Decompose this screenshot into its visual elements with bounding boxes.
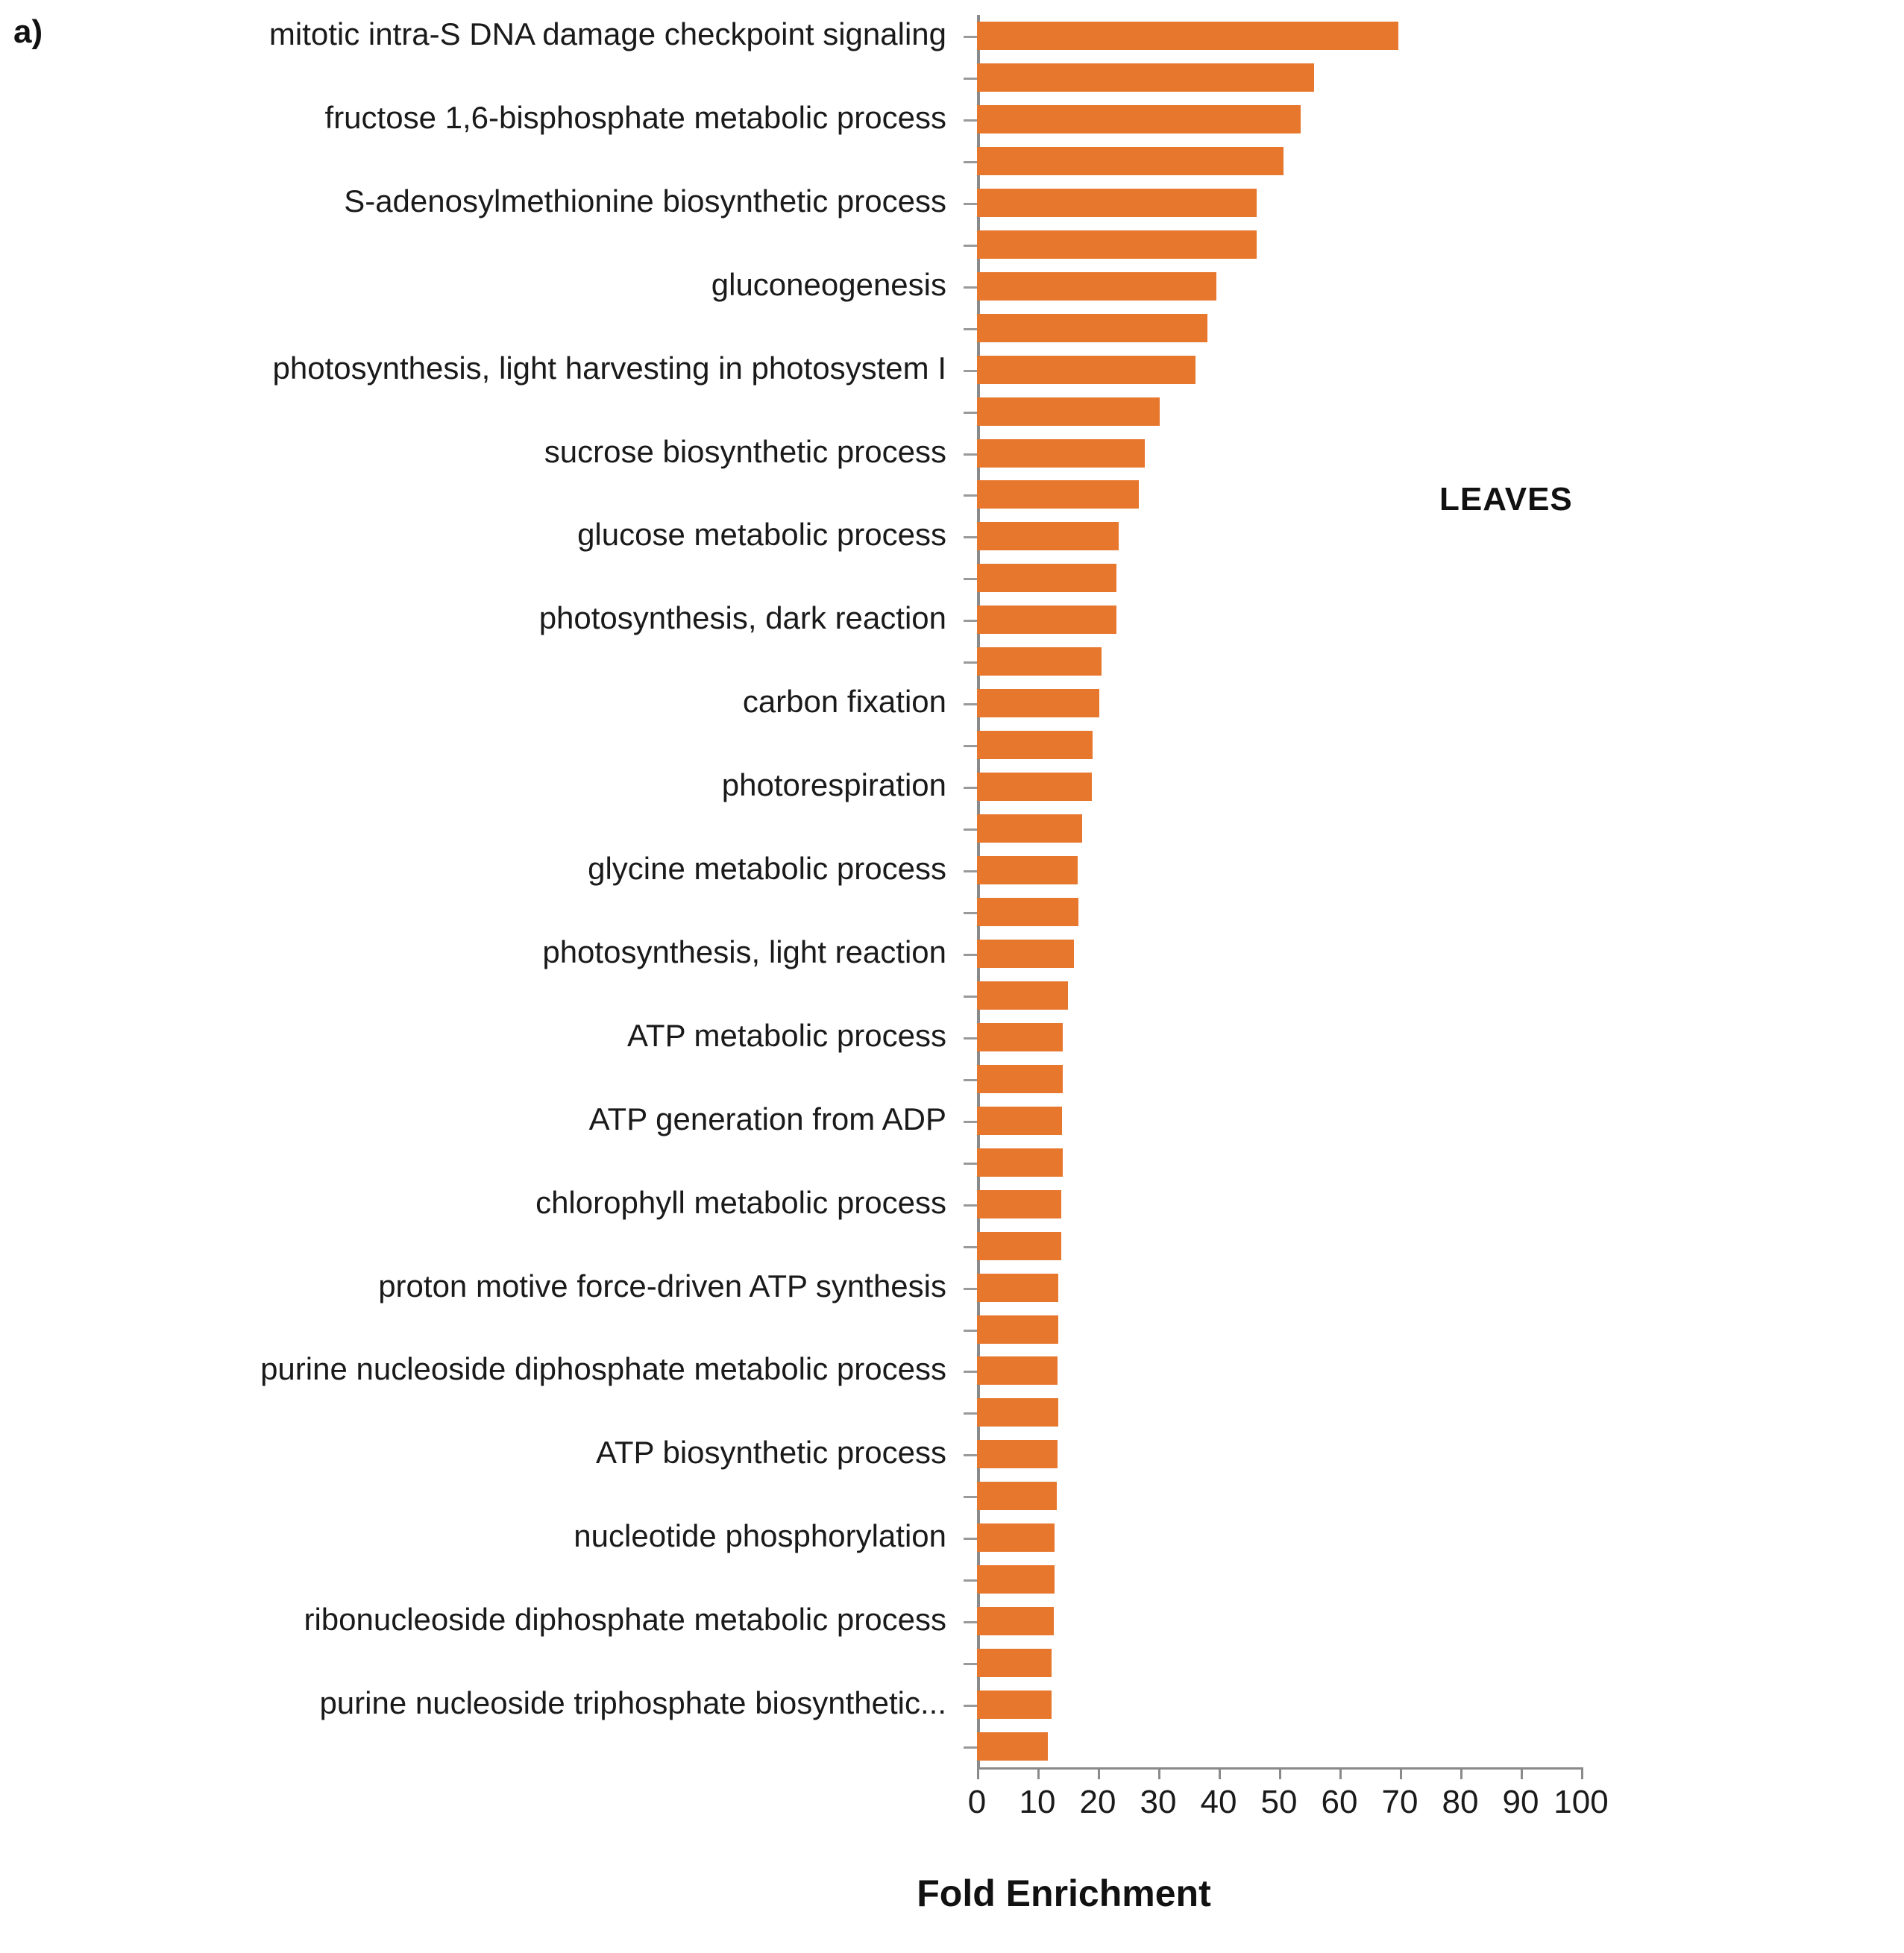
- y-axis-tick: [964, 828, 977, 831]
- bar-fill: [977, 856, 1078, 884]
- x-axis-tick-label: 50: [1260, 1784, 1298, 1820]
- bar: [977, 606, 1116, 634]
- bar-fill: [977, 522, 1119, 550]
- category-label: fructose 1,6-bisphosphate metabolic process: [324, 99, 946, 135]
- category-label: carbon fixation: [742, 684, 946, 720]
- y-axis-tick: [964, 578, 977, 580]
- bar-fill: [977, 1607, 1054, 1635]
- x-axis-tick: [1158, 1767, 1160, 1779]
- x-axis-tick-label: 80: [1442, 1784, 1479, 1820]
- bar: [977, 564, 1116, 592]
- bar-fill: [977, 564, 1116, 592]
- y-axis-tick: [964, 1579, 977, 1582]
- series-annotation: LEAVES: [1439, 481, 1573, 518]
- x-axis-tick: [1521, 1767, 1523, 1779]
- bar-fill: [977, 105, 1301, 133]
- y-axis-tick: [964, 1538, 977, 1540]
- bar-fill: [977, 1148, 1063, 1177]
- y-axis-tick: [964, 954, 977, 956]
- bar-fill: [977, 940, 1074, 968]
- bar: [977, 1649, 1052, 1677]
- bar-fill: [977, 1023, 1063, 1051]
- y-axis-tick: [964, 370, 977, 372]
- bar-fill: [977, 314, 1207, 342]
- category-label: photosynthesis, light reaction: [542, 934, 946, 969]
- bar: [977, 22, 1398, 50]
- bar: [977, 356, 1196, 384]
- y-axis-tick: [964, 494, 977, 497]
- bar-fill: [977, 480, 1139, 509]
- y-axis-tick: [964, 1163, 977, 1165]
- y-axis-tick: [964, 453, 977, 456]
- bar: [977, 856, 1078, 884]
- x-axis-tick: [1460, 1767, 1462, 1779]
- y-axis-tick: [964, 912, 977, 914]
- bar-fill: [977, 1107, 1062, 1135]
- bar-fill: [977, 63, 1314, 92]
- x-axis-tick-label: 70: [1381, 1784, 1418, 1820]
- x-axis-tick-label: 90: [1502, 1784, 1539, 1820]
- category-label: photosynthesis, dark reaction: [538, 600, 946, 636]
- bar-fill: [977, 230, 1257, 259]
- bar: [977, 1565, 1055, 1594]
- bar: [977, 1107, 1062, 1135]
- bar: [977, 189, 1257, 217]
- bar: [977, 1274, 1058, 1302]
- y-axis-tick: [964, 1121, 977, 1123]
- bar: [977, 105, 1301, 133]
- bar-fill: [977, 1315, 1058, 1344]
- y-axis-tick: [964, 36, 977, 38]
- bar: [977, 1356, 1058, 1385]
- x-axis-tick-label: 0: [967, 1784, 987, 1820]
- y-axis-tick: [964, 245, 977, 247]
- y-axis-tick: [964, 661, 977, 664]
- bar-fill: [977, 1649, 1052, 1677]
- bar: [977, 1607, 1054, 1635]
- category-label: gluconeogenesis: [711, 266, 946, 302]
- bar-fill: [977, 356, 1196, 384]
- category-label: ATP biosynthetic process: [596, 1435, 946, 1471]
- bar: [977, 1523, 1055, 1552]
- x-axis-tick-label: 10: [1019, 1784, 1056, 1820]
- bar: [977, 1732, 1048, 1761]
- y-axis-tick: [964, 412, 977, 414]
- x-axis-title: [0, 1872, 1904, 1915]
- category-label: photosynthesis, light harvesting in photosystem I: [272, 350, 946, 386]
- x-axis-title-text: Fold Enrichment: [917, 1872, 1211, 1914]
- bar-fill: [977, 773, 1092, 801]
- y-axis-tick: [964, 203, 977, 205]
- x-axis-tick: [1037, 1767, 1040, 1779]
- y-axis-tick: [964, 1746, 977, 1749]
- x-axis-tick-label: 40: [1200, 1784, 1237, 1820]
- category-label: sucrose biosynthetic process: [544, 433, 946, 469]
- x-axis-tick-label: 100: [1553, 1784, 1609, 1820]
- bar-fill: [977, 689, 1099, 717]
- bar: [977, 1190, 1061, 1218]
- y-axis-tick: [964, 1412, 977, 1415]
- category-label: mitotic intra-S DNA damage checkpoint signaling: [268, 16, 946, 51]
- y-axis-tick: [964, 1246, 977, 1248]
- category-label: ATP metabolic process: [627, 1017, 946, 1053]
- category-label: chlorophyll metabolic process: [535, 1184, 946, 1220]
- bar-fill: [977, 814, 1082, 843]
- bar: [977, 981, 1068, 1010]
- bar: [977, 731, 1093, 759]
- bar: [977, 397, 1160, 426]
- bar-fill: [977, 1065, 1063, 1093]
- y-axis-tick: [964, 536, 977, 538]
- y-axis-tick: [964, 161, 977, 163]
- y-axis-tick: [964, 703, 977, 705]
- bar-fill: [977, 898, 1078, 926]
- bar: [977, 814, 1082, 843]
- x-axis-tick: [1219, 1767, 1221, 1779]
- y-axis-tick: [964, 787, 977, 789]
- y-axis-tick: [964, 1371, 977, 1373]
- x-axis-tick-label: 20: [1079, 1784, 1116, 1820]
- bar-fill: [977, 1691, 1052, 1719]
- y-axis-tick: [964, 870, 977, 872]
- bar: [977, 1148, 1063, 1177]
- bar: [977, 689, 1099, 717]
- y-axis-tick: [964, 1705, 977, 1707]
- category-label: purine nucleoside triphosphate biosynthetic...: [319, 1685, 946, 1721]
- bar-fill: [977, 1482, 1057, 1510]
- bar: [977, 1440, 1058, 1468]
- x-axis-tick-label: 30: [1140, 1784, 1177, 1820]
- category-label: purine nucleoside diphosphate metabolic process: [260, 1351, 946, 1387]
- bar-fill: [977, 731, 1093, 759]
- category-label: glycine metabolic process: [588, 851, 946, 887]
- bar: [977, 522, 1119, 550]
- x-axis-tick: [1279, 1767, 1281, 1779]
- bar-fill: [977, 1440, 1058, 1468]
- y-axis-tick: [964, 1663, 977, 1665]
- bar-fill: [977, 1274, 1058, 1302]
- y-axis-tick: [964, 620, 977, 622]
- bar: [977, 147, 1284, 175]
- bar-fill: [977, 1523, 1055, 1552]
- y-axis-tick: [964, 328, 977, 330]
- panel-label: a): [13, 13, 43, 50]
- bar: [977, 63, 1314, 92]
- bar-fill: [977, 189, 1257, 217]
- bar-fill: [977, 647, 1102, 676]
- bar: [977, 1315, 1058, 1344]
- bar: [977, 230, 1257, 259]
- x-axis-tick: [1400, 1767, 1402, 1779]
- y-axis-tick: [964, 745, 977, 747]
- bar: [977, 1023, 1063, 1051]
- x-axis-tick: [1339, 1767, 1342, 1779]
- y-axis-tick: [964, 119, 977, 122]
- category-label: proton motive force-driven ATP synthesis: [378, 1268, 946, 1303]
- bar-fill: [977, 1232, 1061, 1260]
- bar-fill: [977, 1398, 1058, 1427]
- category-label: nucleotide phosphorylation: [574, 1518, 946, 1554]
- bar: [977, 898, 1078, 926]
- bar-fill: [977, 397, 1160, 426]
- y-axis-tick: [964, 1037, 977, 1040]
- bar: [977, 314, 1207, 342]
- x-axis-tick: [1098, 1767, 1100, 1779]
- bar: [977, 1482, 1057, 1510]
- y-axis-tick: [964, 286, 977, 289]
- x-axis-tick: [977, 1767, 979, 1779]
- y-axis-tick: [964, 996, 977, 998]
- bar: [977, 1691, 1052, 1719]
- bar: [977, 1398, 1058, 1427]
- bar-fill: [977, 1190, 1061, 1218]
- y-axis-tick: [964, 1330, 977, 1332]
- bar: [977, 647, 1102, 676]
- bar: [977, 1065, 1063, 1093]
- category-label: ATP generation from ADP: [588, 1101, 946, 1136]
- category-label: ribonucleoside diphosphate metabolic process: [304, 1602, 946, 1638]
- bar: [977, 940, 1074, 968]
- bar-fill: [977, 1565, 1055, 1594]
- y-axis-tick: [964, 1496, 977, 1498]
- y-axis-tick: [964, 1079, 977, 1081]
- bar-fill: [977, 1356, 1058, 1385]
- bar-fill: [977, 439, 1145, 468]
- category-label: photorespiration: [721, 767, 946, 803]
- bar-fill: [977, 147, 1284, 175]
- bar: [977, 439, 1145, 468]
- bar-fill: [977, 22, 1398, 50]
- y-axis-tick: [964, 1621, 977, 1623]
- bar-fill: [977, 272, 1216, 301]
- category-label: S-adenosylmethionine biosynthetic process: [344, 183, 946, 218]
- category-label: glucose metabolic process: [577, 517, 946, 553]
- y-axis-tick: [964, 1288, 977, 1290]
- x-axis: [967, 1767, 1609, 1834]
- y-axis-tick: [964, 78, 977, 80]
- x-axis-tick: [1581, 1767, 1583, 1779]
- bar: [977, 272, 1216, 301]
- bar-fill: [977, 981, 1068, 1010]
- bar: [977, 1232, 1061, 1260]
- x-axis-tick-label: 60: [1321, 1784, 1358, 1820]
- bar-fill: [977, 606, 1116, 634]
- bar: [977, 773, 1092, 801]
- bar: [977, 480, 1139, 509]
- bar-fill: [977, 1732, 1048, 1761]
- y-axis-tick: [964, 1454, 977, 1456]
- y-axis-tick: [964, 1204, 977, 1207]
